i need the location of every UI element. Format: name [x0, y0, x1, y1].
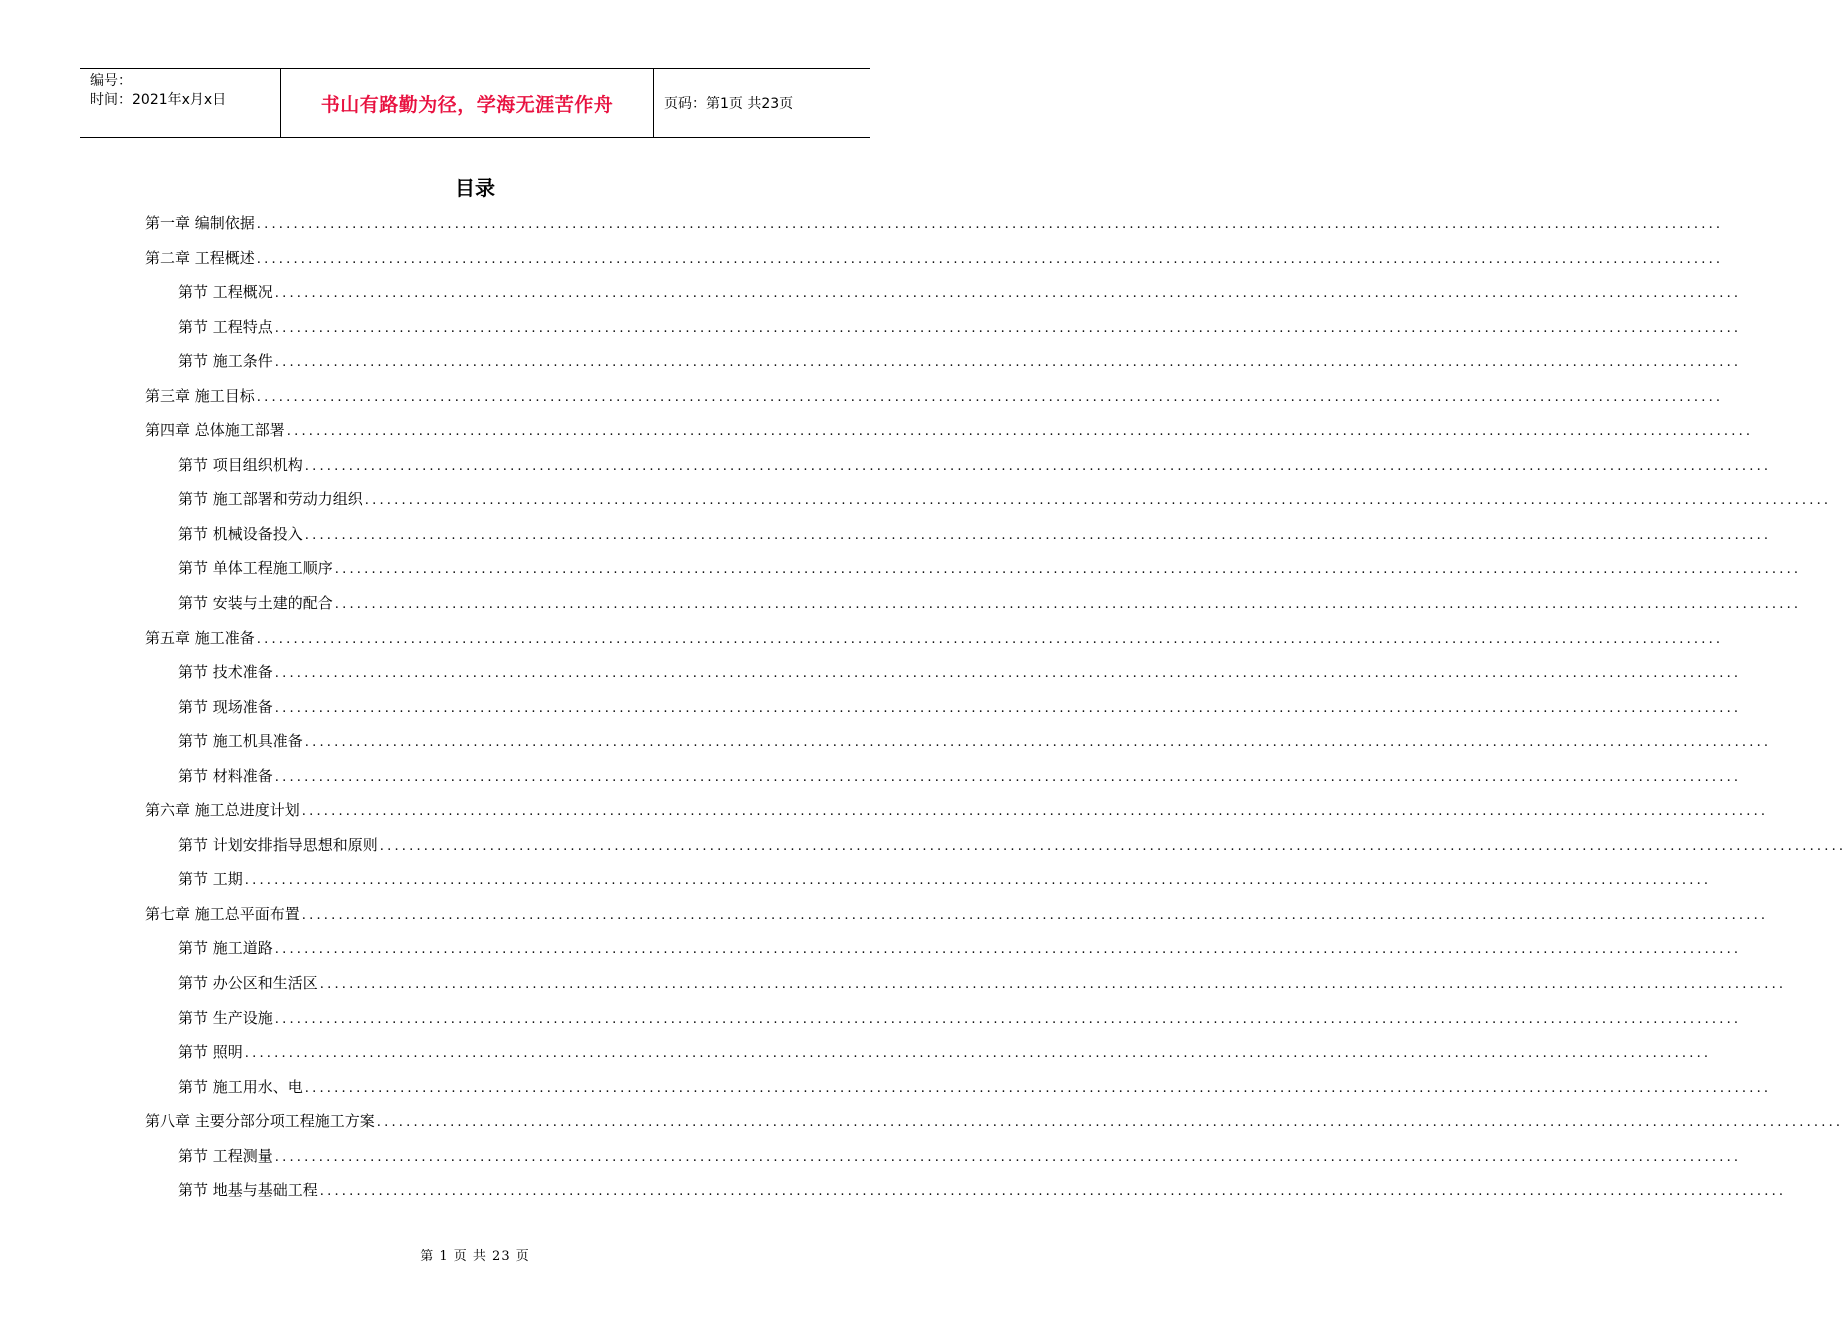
toc-entry-label: 第节 工程测量	[178, 1146, 273, 1165]
toc-entry-label: 第节 施工机具准备	[178, 732, 303, 751]
toc-entry-label: 第一章 编制依据	[145, 214, 255, 232]
toc-dot-leader: ........................................................................................................................................................................................................	[334, 562, 1802, 578]
toc-section-entry[interactable]	[145, 1001, 1742, 1036]
toc-dot-leader: ........................................................................................................................................................................................................	[376, 1115, 1844, 1131]
toc-chapter-entry[interactable]	[145, 379, 1724, 414]
toc-section-entry[interactable]	[145, 690, 1742, 725]
toc-entry-label: 第节 生产设施	[178, 1008, 273, 1027]
toc-section-entry[interactable]	[145, 966, 1787, 1001]
toc-entry-label: 第六章 施工总进度计划	[145, 801, 300, 820]
toc-dot-leader: ........................................................................................................................................................................................................	[364, 493, 1832, 509]
toc-section-entry[interactable]	[145, 759, 1742, 794]
toc-entry-label: 第节 安装与土建的配合	[178, 594, 333, 613]
toc-section-entry[interactable]	[145, 931, 1742, 966]
toc-entry-label: 第节 办公区和生活区	[178, 974, 318, 993]
toc-entry-label: 第节 现场准备	[178, 697, 273, 716]
toc-entry-label: 第三章 施工目标	[145, 386, 255, 405]
toc-dot-leader: ........................................................................................................................................................................................................	[319, 1184, 1787, 1200]
toc-chapter-entry[interactable]	[145, 897, 1769, 932]
toc-dot-leader: ........................................................................................................................................................................................................	[334, 597, 1802, 613]
table-of-contents	[145, 206, 1846, 1208]
toc-entry-label: 第五章 施工准备	[145, 628, 255, 647]
toc-section-entry[interactable]	[145, 655, 1742, 690]
toc-dot-leader: ........................................................................................................................................................................................................	[304, 1080, 1772, 1096]
toc-entry-label: 第八章 主要分部分项工程施工方案	[145, 1112, 375, 1131]
toc-dot-leader: ........................................................................................................................................................................................................	[301, 907, 1769, 923]
toc-dot-leader: ........................................................................................................................................................................................................	[304, 527, 1772, 543]
toc-chapter-entry[interactable]	[145, 793, 1769, 828]
toc-dot-leader: ........................................................................................................................................................................................................	[319, 977, 1787, 993]
toc-dot-leader: ........................................................................................................................................................................................................	[301, 804, 1769, 820]
toc-section-entry[interactable]	[145, 1173, 1787, 1208]
toc-section-entry[interactable]	[145, 310, 1742, 345]
toc-dot-leader: ........................................................................................................................................................................................................	[304, 735, 1772, 751]
toc-dot-leader: ........................................................................................................................................................................................................	[256, 631, 1724, 647]
toc-chapter-entry[interactable]	[145, 413, 1754, 448]
toc-dot-leader: ........................................................................................................................................................................................................	[244, 1046, 1712, 1062]
toc-section-entry[interactable]	[145, 551, 1802, 586]
toc-dot-leader: ........................................................................................................................................................................................................	[274, 1149, 1742, 1165]
toc-chapter-entry[interactable]	[145, 621, 1724, 656]
toc-section-entry[interactable]	[145, 275, 1742, 310]
toc-section-entry[interactable]	[145, 517, 1772, 552]
document-header	[80, 68, 870, 138]
document-number-label: 编号：	[90, 73, 132, 89]
page-footer: 第 1 页 共 23 页	[420, 1249, 530, 1264]
toc-entry-label: 第节 施工部署和劳动力组织	[178, 490, 363, 509]
toc-title: 目录	[455, 176, 495, 200]
toc-chapter-entry[interactable]	[145, 1104, 1844, 1139]
toc-section-entry[interactable]	[145, 344, 1742, 379]
document-time-label: 时间：2021年x月x日	[90, 92, 227, 108]
toc-entry-label: 第节 施工用水、电	[178, 1077, 303, 1096]
toc-chapter-entry[interactable]	[145, 241, 1724, 276]
toc-dot-leader: ........................................................................................................................................................................................................	[274, 700, 1742, 716]
toc-entry-label: 第节 计划安排指导思想和原则	[178, 835, 378, 854]
toc-section-entry[interactable]	[145, 1035, 1712, 1070]
toc-section-entry[interactable]	[145, 482, 1832, 517]
toc-dot-leader: ........................................................................................................................................................................................................	[304, 458, 1772, 474]
toc-entry-label: 第节 工程特点	[178, 317, 273, 336]
toc-entry-label: 第四章 总体施工部署	[145, 421, 285, 440]
header-motto-cell	[281, 69, 654, 137]
toc-dot-leader: ........................................................................................................................................................................................................	[256, 217, 1724, 232]
toc-dot-leader: ........................................................................................................................................................................................................	[274, 1011, 1742, 1027]
toc-entry-label: 第节 照明	[178, 1043, 243, 1062]
toc-section-entry[interactable]	[145, 1070, 1772, 1105]
toc-dot-leader: ........................................................................................................................................................................................................	[256, 251, 1724, 267]
toc-dot-leader: ........................................................................................................................................................................................................	[274, 769, 1742, 785]
toc-section-entry[interactable]	[145, 586, 1802, 621]
toc-entry-label: 第二章 工程概述	[145, 248, 255, 267]
toc-dot-leader: ........................................................................................................................................................................................................	[256, 389, 1724, 405]
toc-entry-label: 第节 机械设备投入	[178, 524, 303, 543]
header-page-info: 页码：第1页 共23页	[664, 96, 794, 112]
toc-entry-label: 第节 工期	[178, 870, 243, 889]
toc-dot-leader: ........................................................................................................................................................................................................	[274, 286, 1742, 302]
toc-dot-leader: ........................................................................................................................................................................................................	[274, 942, 1742, 958]
header-motto: 书山有路勤为径，学海无涯苦作舟	[320, 93, 614, 116]
toc-dot-leader: ........................................................................................................................................................................................................	[274, 320, 1742, 336]
toc-entry-label: 第节 技术准备	[178, 663, 273, 682]
toc-dot-leader: ........................................................................................................................................................................................................	[244, 873, 1712, 889]
header-page-cell	[654, 69, 870, 137]
toc-section-entry[interactable]	[145, 862, 1712, 897]
toc-entry-label: 第节 施工条件	[178, 352, 273, 371]
toc-entry-label: 第节 单体工程施工顺序	[178, 559, 333, 578]
header-meta-cell	[80, 69, 281, 137]
toc-entry-label: 第节 施工道路	[178, 939, 273, 958]
toc-section-entry[interactable]	[145, 1139, 1742, 1174]
toc-entry-label: 第节 地基与基础工程	[178, 1181, 318, 1200]
toc-section-entry[interactable]	[145, 724, 1772, 759]
toc-section-entry[interactable]	[145, 828, 1846, 863]
toc-dot-leader: ........................................................................................................................................................................................................	[274, 666, 1742, 682]
toc-dot-leader: ........................................................................................................................................................................................................	[379, 838, 1846, 854]
toc-entry-label: 第七章 施工总平面布置	[145, 904, 300, 923]
toc-section-entry[interactable]	[145, 448, 1772, 483]
toc-dot-leader: ........................................................................................................................................................................................................	[274, 355, 1742, 371]
toc-entry-label: 第节 工程概况	[178, 283, 273, 302]
toc-entry-label: 第节 材料准备	[178, 766, 273, 785]
toc-entry-label: 第节 项目组织机构	[178, 455, 303, 474]
toc-chapter-entry[interactable]	[145, 206, 1724, 241]
toc-dot-leader: ........................................................................................................................................................................................................	[286, 424, 1754, 440]
